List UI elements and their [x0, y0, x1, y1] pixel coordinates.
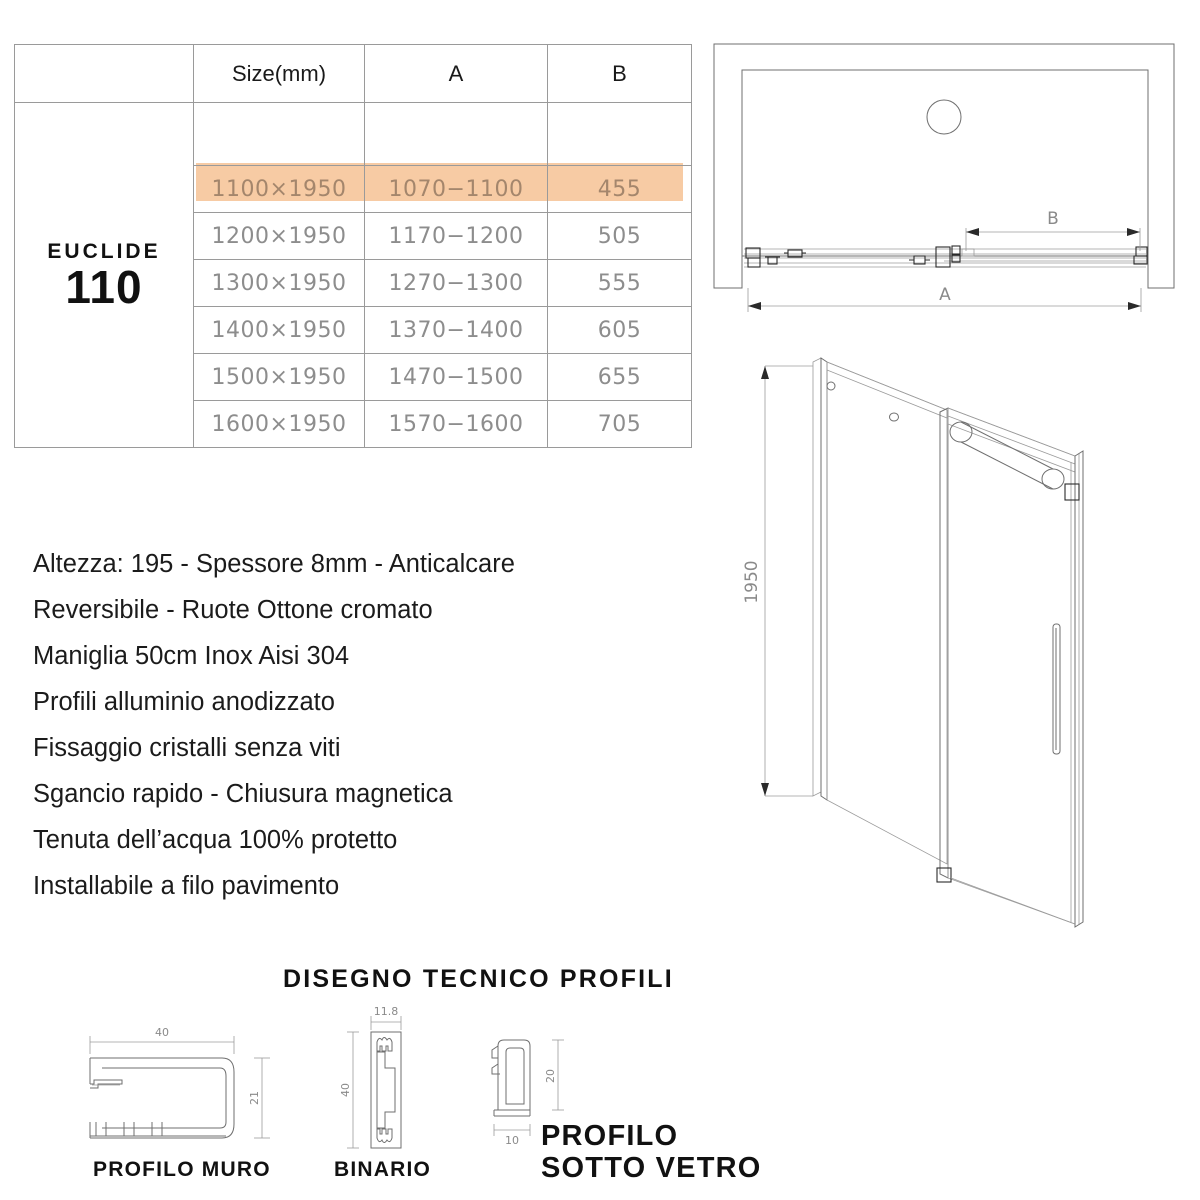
- brand-model: 110: [65, 260, 143, 313]
- profile-binario-drawing: [341, 1002, 471, 1162]
- dimension-height-label: 1950: [742, 560, 762, 604]
- dimension-sotto-height-label: 20: [544, 1069, 557, 1083]
- spec-item: Fissaggio cristalli senza viti: [33, 734, 341, 762]
- brand-cell: [15, 103, 194, 448]
- cell-b: 555: [548, 260, 692, 307]
- header-b: B: [548, 45, 692, 103]
- cell-b: 705: [548, 401, 692, 448]
- header-size: Size(mm): [194, 45, 365, 103]
- profile-muro-drawing: [62, 1018, 282, 1148]
- cell-a: 1170−1200: [365, 213, 548, 260]
- dimension-muro-width: [90, 1026, 234, 1054]
- table-header-row: [15, 45, 692, 103]
- spacer-a: [365, 103, 548, 166]
- dimension-sotto-height: [544, 1040, 564, 1110]
- plan-view-drawing: [704, 36, 1184, 326]
- dimension-muro-width-label: 40: [155, 1026, 169, 1039]
- cell-b: 655: [548, 354, 692, 401]
- header-blank: [15, 45, 194, 103]
- spacer-size: [194, 103, 365, 166]
- dimension-binario-height-label: 40: [339, 1083, 352, 1097]
- dimension-muro-height-label: 21: [248, 1091, 261, 1105]
- dimension-sotto-width: [494, 1124, 530, 1147]
- header-a: A: [365, 45, 548, 103]
- brand-name: EUCLIDE: [47, 239, 161, 263]
- spec-item: Reversibile - Ruote Ottone cromato: [33, 596, 433, 624]
- cell-a: 1070−1100: [365, 166, 548, 213]
- cell-size: 1500×1950: [194, 354, 365, 401]
- dimension-binario-width-label: 11.8: [373, 1005, 399, 1018]
- dimension-sotto-width-label: 10: [505, 1134, 519, 1147]
- elevation-drawing: [735, 344, 1185, 964]
- spec-item: Altezza: 195 - Spessore 8mm - Anticalcare: [33, 550, 515, 578]
- spec-item: Profili alluminio anodizzato: [33, 688, 335, 716]
- profile-sotto-vetro-label-line2: SOTTO VETRO: [541, 1152, 762, 1185]
- cell-size: 1600×1950: [194, 401, 365, 448]
- dimension-binario-width: [371, 1005, 401, 1030]
- dimension-binario-height: [339, 1032, 359, 1148]
- cell-a: 1370−1400: [365, 307, 548, 354]
- spec-item: Installabile a filo pavimento: [33, 872, 340, 900]
- size-table: [14, 44, 692, 448]
- profile-sotto-vetro-label: [541, 1120, 762, 1185]
- cell-size: 1400×1950: [194, 307, 365, 354]
- profile-muro-label: PROFILO MURO: [93, 1158, 271, 1181]
- spacer-b: [548, 103, 692, 166]
- tech-drawing-heading: DISEGNO TECNICO PROFILI: [283, 965, 674, 993]
- dimension-b: [966, 209, 1140, 251]
- cell-a: 1270−1300: [365, 260, 548, 307]
- dimension-a-label: A: [939, 285, 951, 305]
- cell-size: 1300×1950: [194, 260, 365, 307]
- cell-a: 1470−1500: [365, 354, 548, 401]
- dimension-muro-height: [248, 1058, 270, 1138]
- cell-b: 505: [548, 213, 692, 260]
- dimension-b-label: B: [1047, 209, 1059, 229]
- spec-item: Maniglia 50cm Inox Aisi 304: [33, 642, 350, 670]
- spec-item: Tenuta dell’acqua 100% protetto: [33, 826, 398, 854]
- dimension-a: [748, 285, 1141, 312]
- cell-size: 1200×1950: [194, 213, 365, 260]
- cell-size: 1100×1950: [194, 166, 365, 213]
- specifications-list: [33, 552, 673, 920]
- table-spacer-row: [15, 103, 692, 166]
- dimension-1950: [742, 366, 813, 796]
- profile-sotto-vetro-label-line1: PROFILO: [541, 1120, 679, 1152]
- cell-a: 1570−1600: [365, 401, 548, 448]
- cell-b: 605: [548, 307, 692, 354]
- spec-item: Sgancio rapido - Chiusura magnetica: [33, 780, 453, 808]
- profile-binario-label: BINARIO: [334, 1158, 432, 1181]
- cell-b: 455: [548, 166, 692, 213]
